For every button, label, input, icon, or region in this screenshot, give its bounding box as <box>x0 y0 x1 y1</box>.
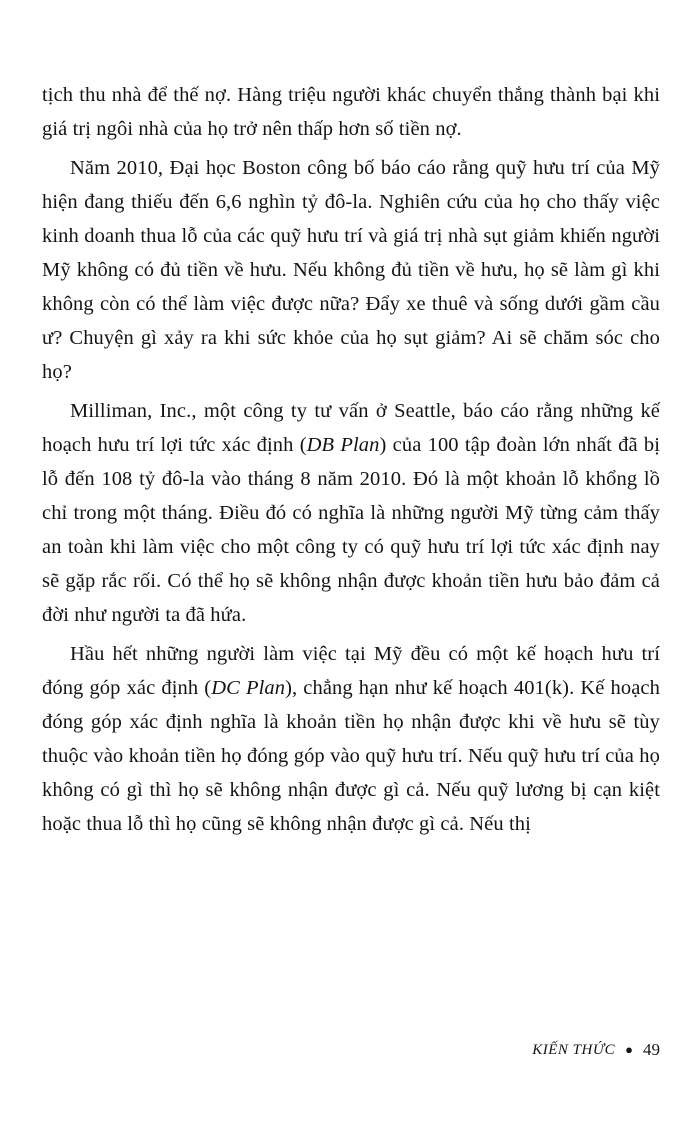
paragraph <box>42 151 660 389</box>
paragraph <box>42 394 660 632</box>
paragraph <box>42 78 660 146</box>
text-run: ) của 100 tập đoàn lớn nhất đã bị lỗ đến 108 tỷ đô-la vào tháng 8 năm 2010. Đó là một khoản lỗ khổng lồ chỉ trong một tháng. Điều đó có nghĩa là những người Mỹ từng cảm thấy an toàn khi làm việc cho một công ty có quỹ hưu trí lợi tức xác định nay sẽ gặp rắc rối. Có thể họ sẽ không nhận được khoản tiền hưu bảo đảm cả đời như người ta đã hứa. <box>42 434 660 626</box>
footer-bullet-separator: ● <box>625 1041 633 1057</box>
italic-text-run: DC Plan <box>211 677 286 699</box>
text-run: ), chẳng hạn như kế hoạch 401(k). Kế hoạch đóng góp xác định nghĩa là khoản tiền họ nhận được khi về hưu sẽ tùy thuộc vào khoản tiền họ đóng góp vào quỹ hưu trí. Nếu quỹ hưu trí của họ không có gì thì họ sẽ không nhận được gì cả. Nếu quỹ lương bị cạn kiệt hoặc thua lỗ thì họ cũng sẽ không nhận được gì cả. Nếu thị <box>42 677 660 835</box>
text-run: Milliman, Inc., một công ty tư vấn ở Seattle, báo cáo rằng những kế hoạch hưu trí lợi tức xác định ( <box>42 400 660 456</box>
paragraph <box>42 637 660 841</box>
text-run: Hầu hết những người làm việc tại Mỹ đều có một kế hoạch hưu trí đóng góp xác định ( <box>42 643 660 699</box>
footer-page-number: 49 <box>643 1040 660 1059</box>
page-text <box>42 78 660 846</box>
italic-text-run: DB Plan <box>306 434 380 456</box>
footer-section-label: KIẾN THỨC <box>532 1041 616 1058</box>
text-run: Năm 2010, Đại học Boston công bố báo cáo rằng quỹ hưu trí của Mỹ hiện đang thiếu đến 6,6 nghìn tỷ đô-la. Nghiên cứu của họ cho thấy việc kinh doanh thua lỗ của các quỹ hưu trí và giá trị nhà sụt giảm khiến người Mỹ không có đủ tiền về hưu. Nếu không đủ tiền về hưu, họ sẽ làm gì khi không còn có thể làm việc được nữa? Đẩy xe thuê và sống dưới gầm cầu ư? Chuyện gì xảy ra khi sức khỏe của họ sụt giảm? Ai sẽ chăm sóc cho họ? <box>42 157 660 383</box>
text-run: tịch thu nhà để thế nợ. Hàng triệu người khác chuyển thắng thành bại khi giá trị ngôi nhà của họ trở nên thấp hơn số tiền nợ. <box>42 84 660 140</box>
page-footer <box>532 1040 660 1060</box>
